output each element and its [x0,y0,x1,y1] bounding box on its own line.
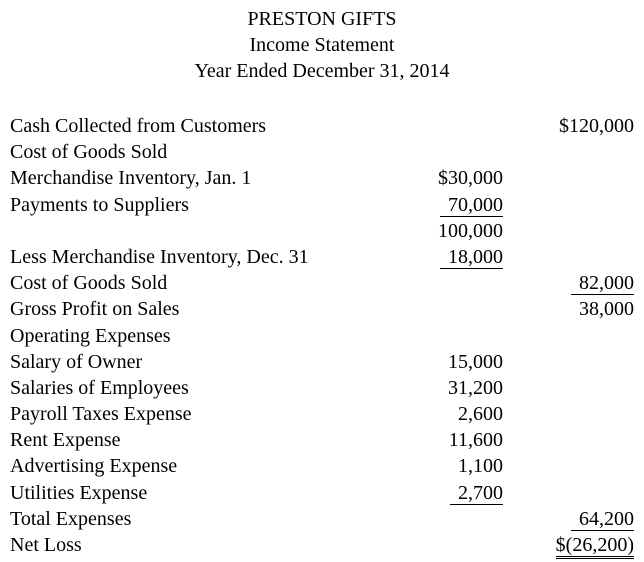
row-salaries-employees [0,375,644,401]
row-detail-amount: 100,000 [438,219,503,242]
row-cogs-total [0,270,644,296]
statement-period: Year Ended December 31, 2014 [194,60,450,82]
company-name: PRESTON GIFTS [247,8,397,30]
row-rent-expense [0,427,644,453]
row-cogs-heading [0,139,644,165]
row-total-amount: 64,200 [571,508,634,531]
statement-title: Income Statement [249,34,395,56]
row-label: Operating Expenses [10,324,171,347]
row-detail-amount: 15,000 [448,350,503,373]
row-operating-expenses-heading [0,323,644,349]
row-cash-collected [0,113,644,139]
row-gross-profit [0,296,644,322]
row-detail-amount: 2,700 [450,482,503,505]
row-total-amount: 82,000 [571,272,634,295]
row-detail-amount: 70,000 [440,194,503,217]
row-label: Cash Collected from Customers [10,115,267,137]
row-detail-amount: 2,600 [458,403,503,426]
statement-body [0,113,644,558]
row-label: Merchandise Inventory, Jan. 1 [10,167,252,190]
row-label: Advertising Expense [10,455,178,478]
row-payments-suppliers [0,192,644,218]
row-goods-available [0,218,644,244]
row-salary-owner [0,349,644,375]
row-detail-amount: 1,100 [458,455,503,478]
row-total-amount: $(26,200) [556,534,634,559]
row-label: Net Loss [10,534,82,556]
row-label: Cost of Goods Sold [10,272,168,295]
row-utilities-expense [0,480,644,506]
statement-header [0,6,644,84]
row-total-amount: 38,000 [579,298,634,321]
row-net-loss [0,532,644,558]
row-inventory-jan [0,165,644,191]
row-advertising-expense [0,453,644,479]
row-payroll-taxes [0,401,644,427]
row-label: Salary of Owner [10,350,143,373]
row-label: Utilities Expense [10,481,148,504]
row-inventory-dec [0,244,644,270]
row-total-amount: $120,000 [559,115,634,137]
row-label: Salaries of Employees [10,376,189,399]
row-label: Payroll Taxes Expense [10,403,192,426]
row-label: Cost of Goods Sold [10,141,168,164]
row-label: Total Expenses [10,507,132,530]
row-label: Payments to Suppliers [10,193,189,216]
row-label: Less Merchandise Inventory, Dec. 31 [10,245,309,268]
row-detail-amount: 31,200 [448,376,503,399]
row-label: Rent Expense [10,429,121,452]
row-detail-amount: 11,600 [448,429,503,452]
row-detail-amount: $30,000 [438,167,503,190]
row-label: Gross Profit on Sales [10,298,180,321]
row-total-expenses [0,506,644,532]
row-detail-amount: 18,000 [440,246,503,269]
